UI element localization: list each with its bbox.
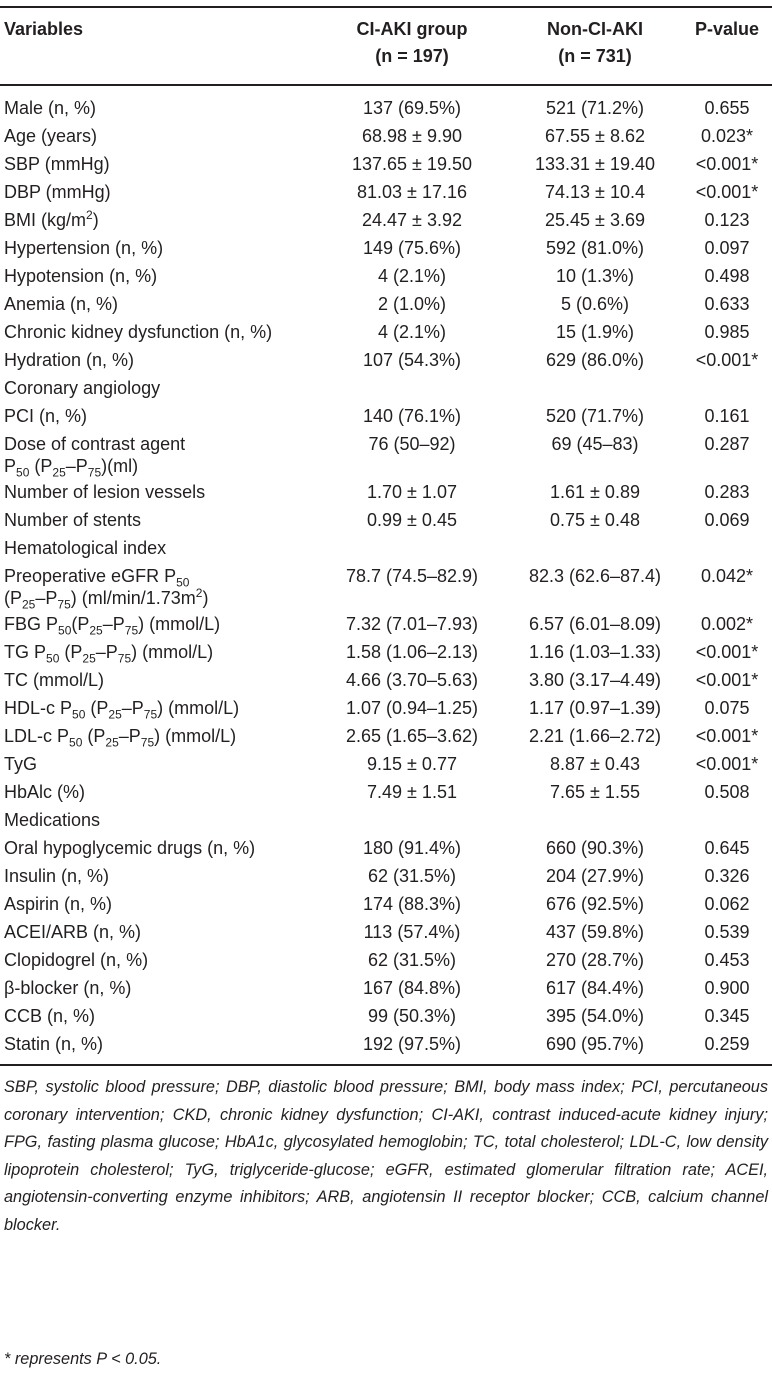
row-p-value: 0.259: [704, 1034, 750, 1054]
row-ci-aki-value: 7.49 ± 1.51: [367, 782, 457, 802]
row-p-value: 0.539: [704, 922, 750, 942]
row-non-ci-aki-value: 617 (84.4%): [545, 978, 645, 998]
row-variable: ACEI/ARB (n, %): [4, 922, 142, 942]
table-row: [0, 974, 772, 1002]
row-non-ci-aki-value: 7.65 ± 1.55: [550, 782, 640, 802]
row-p-value: 0.002*: [700, 614, 754, 634]
table-row: [0, 890, 772, 918]
row-ci-aki-value: 81.03 ± 17.16: [357, 182, 467, 202]
row-ci-aki-value: 7.32 (7.01–7.93): [345, 614, 479, 634]
row-non-ci-aki-value: 8.87 ± 0.43: [550, 754, 640, 774]
row-p-value: 0.161: [704, 406, 750, 426]
row-variable: SBP (mmHg): [4, 154, 110, 174]
row-p-value: 0.498: [704, 266, 750, 286]
table-row: [0, 778, 772, 806]
row-ci-aki-value: 99 (50.3%): [367, 1006, 457, 1026]
table-row: [0, 946, 772, 974]
row-ci-aki-value: 180 (91.4%): [362, 838, 462, 858]
table-row: [0, 610, 772, 638]
row-p-value: 0.042*: [700, 566, 754, 586]
table-row: [0, 750, 772, 778]
row-non-ci-aki-value: 437 (59.8%): [545, 922, 645, 942]
row-ci-aki-value: 24.47 ± 3.92: [362, 210, 462, 230]
row-p-value: <0.001*: [695, 670, 759, 690]
row-non-ci-aki-value: 82.3 (62.6–87.4): [528, 566, 662, 586]
table-row: [0, 506, 772, 534]
row-variable: CCB (n, %): [4, 1006, 96, 1026]
row-variable: Hydration (n, %): [4, 350, 135, 370]
row-ci-aki-value: 2.65 (1.65–3.62): [345, 726, 479, 746]
row-non-ci-aki-value: 0.75 ± 0.48: [550, 510, 640, 530]
row-non-ci-aki-value: 67.55 ± 8.62: [545, 126, 645, 146]
row-ci-aki-value: 62 (31.5%): [367, 866, 457, 886]
row-ci-aki-value: 113 (57.4%): [363, 922, 461, 942]
header-ci-aki-group: CI-AKI group (n = 197): [356, 19, 468, 66]
row-p-value: <0.001*: [695, 154, 759, 174]
row-p-value: 0.023*: [700, 126, 754, 146]
row-p-value: 0.633: [704, 294, 750, 314]
row-non-ci-aki-value: 133.31 ± 19.40: [535, 154, 655, 174]
row-variable: TyG: [4, 754, 38, 774]
row-non-ci-aki-value: 1.17 (0.97–1.39): [528, 698, 662, 718]
row-p-value: 0.900: [704, 978, 750, 998]
row-ci-aki-value: 149 (75.6%): [362, 238, 462, 258]
table-row: [0, 402, 772, 430]
row-ci-aki-value: 62 (31.5%): [367, 950, 457, 970]
row-ci-aki-value: 68.98 ± 9.90: [362, 126, 462, 146]
section-label: Hematological index: [4, 538, 167, 558]
table-row: [0, 638, 772, 666]
table-header: [0, 14, 772, 78]
row-p-value: <0.001*: [695, 642, 759, 662]
row-ci-aki-value: 78.7 (74.5–82.9): [345, 566, 479, 586]
row-non-ci-aki-value: 270 (28.7%): [545, 950, 645, 970]
row-non-ci-aki-value: 204 (27.9%): [545, 866, 645, 886]
row-variable: BMI $(kg/m^2)$: [4, 208, 99, 230]
row-variable: Chronic kidney dysfunction (n, %): [4, 322, 273, 342]
section-label: Medications: [4, 810, 101, 830]
table-row: [0, 94, 772, 122]
row-variable: Insulin (n, %): [4, 866, 110, 886]
row-variable: Age (years): [4, 126, 98, 146]
table-bottom-rule: [0, 1064, 772, 1066]
table-row: [0, 694, 772, 722]
row-non-ci-aki-value: 690 (95.7%): [545, 1034, 645, 1054]
row-variable: TC (mmol/L): [4, 670, 104, 690]
table-row: [0, 722, 772, 750]
row-ci-aki-value: 76 (50–92): [368, 434, 456, 454]
row-variable: Number of lesion vessels: [4, 482, 206, 502]
table-row: [0, 122, 772, 150]
table-row: [0, 1030, 772, 1058]
row-p-value: 0.326: [704, 866, 750, 886]
row-p-value: 0.985: [704, 322, 750, 342]
table-body: [0, 94, 772, 1058]
row-non-ci-aki-value: 629 (86.0%): [545, 350, 645, 370]
section-row-medications: [0, 806, 772, 834]
row-non-ci-aki-value: 592 (81.0%): [545, 238, 645, 258]
row-p-value: 0.345: [704, 1006, 750, 1026]
table-row: [0, 562, 772, 610]
section-row-hematological-index: [0, 534, 772, 562]
table-row: [0, 234, 772, 262]
row-p-value: 0.283: [704, 482, 750, 502]
row-variable: Dose of contrast agent $P_{50}$ $(P_{25}-P_{75})(ml)$: [4, 434, 186, 480]
row-non-ci-aki-value: 660 (90.3%): [545, 838, 645, 858]
row-variable: Aspirin (n, %): [4, 894, 113, 914]
row-p-value: 0.287: [704, 434, 750, 454]
row-ci-aki-value: 1.70 ± 1.07: [367, 482, 457, 502]
row-variable: FBG $P_{50}(P_{25}-P_{75})$ (mmol/L): [4, 614, 221, 638]
table-row: [0, 262, 772, 290]
row-ci-aki-value: 192 (97.5%): [362, 1034, 462, 1054]
table-row: [0, 478, 772, 506]
header-variables: Variables: [4, 19, 84, 39]
row-non-ci-aki-value: 5 (0.6%): [560, 294, 630, 314]
row-ci-aki-value: 140 (76.1%): [362, 406, 462, 426]
row-ci-aki-value: 137 (69.5%): [362, 98, 462, 118]
row-ci-aki-value: 0.99 ± 0.45: [367, 510, 457, 530]
table-row: [0, 834, 772, 862]
header-non-ci-aki: Non-CI-AKI (n = 731): [547, 19, 643, 66]
row-p-value: <0.001*: [695, 350, 759, 370]
row-variable: Statin (n, %): [4, 1034, 104, 1054]
row-p-value: 0.069: [704, 510, 750, 530]
row-non-ci-aki-value: 3.80 (3.17–4.49): [528, 670, 662, 690]
table-row: [0, 318, 772, 346]
table-row: [0, 290, 772, 318]
row-non-ci-aki-value: 6.57 (6.01–8.09): [528, 614, 662, 634]
table-row: [0, 346, 772, 374]
table-header-rule: [0, 84, 772, 86]
row-ci-aki-value: 1.07 (0.94–1.25): [345, 698, 479, 718]
row-p-value: <0.001*: [695, 726, 759, 746]
row-non-ci-aki-value: 15 (1.9%): [555, 322, 635, 342]
row-variable: HDL-c $P_{50}$ $(P_{25}-P_{75})$ (mmol/L): [4, 698, 240, 722]
row-ci-aki-value: 2 (1.0%): [377, 294, 447, 314]
table-top-rule: [0, 6, 772, 8]
table-row: [0, 206, 772, 234]
table-row: [0, 862, 772, 890]
significance-footnote: * represents P < 0.05.: [4, 1350, 162, 1368]
row-non-ci-aki-value: 521 (71.2%): [545, 98, 645, 118]
row-non-ci-aki-value: 69 (45–83): [551, 434, 639, 454]
row-non-ci-aki-value: 1.61 ± 0.89: [550, 482, 640, 502]
row-p-value: 0.097: [704, 238, 750, 258]
row-variable: Male (n, %): [4, 98, 97, 118]
row-variable: Preoperative eGFR $P_{50}$ $(P_{25}-P_{75})$ $(ml/\min/1.73m^2)$: [4, 566, 209, 612]
row-non-ci-aki-value: 1.16 (1.03–1.33): [528, 642, 662, 662]
row-p-value: <0.001*: [695, 754, 759, 774]
row-ci-aki-value: 107 (54.3%): [362, 350, 462, 370]
row-ci-aki-value: 1.58 (1.06–2.13): [345, 642, 479, 662]
row-variable: Clopidogrel (n, %): [4, 950, 149, 970]
row-non-ci-aki-value: 10 (1.3%): [555, 266, 635, 286]
row-variable: Oral hypoglycemic drugs (n, %): [4, 838, 256, 858]
row-p-value: 0.645: [704, 838, 750, 858]
row-variable: LDL-c $P_{50}$ $(P_{25}-P_{75})$ (mmol/L): [4, 726, 237, 750]
row-ci-aki-value: 137.65 ± 19.50: [352, 154, 472, 174]
row-p-value: 0.655: [704, 98, 750, 118]
table-row: [0, 1002, 772, 1030]
row-ci-aki-value: 4.66 (3.70–5.63): [345, 670, 479, 690]
row-p-value: <0.001*: [695, 182, 759, 202]
row-non-ci-aki-value: 25.45 ± 3.69: [545, 210, 645, 230]
row-p-value: 0.123: [704, 210, 750, 230]
row-ci-aki-value: 167 (84.8%): [362, 978, 462, 998]
abbreviations-footnote: SBP, systolic blood pressure; DBP, diastolic blood pressure; BMI, body mass index; PCI, percutaneous coronary intervention; CKD, chronic kidney dysfunction; CI-AKI, contrast induced-acute kidney injury; FPG, fasting plasma glucose; HbA1c, glycosylated hemoglobin; TC, total cholesterol; LDL-C, low density lipoprotein cholesterol; TyG, triglyceride-glucose; eGFR, estimated glomerular filtration rate; ACEI, angiotensin-converting enzyme inhibitors; ARB, angiotensin II receptor blocker; CCB, calcium channel blocker.: [4, 1078, 768, 1234]
row-ci-aki-value: 4 (2.1%): [377, 266, 447, 286]
section-row-coronary-angiology: [0, 374, 772, 402]
row-variable: PCI (n, %): [4, 406, 88, 426]
row-ci-aki-value: 4 (2.1%): [377, 322, 447, 342]
table-row: [0, 918, 772, 946]
row-variable: Hypertension (n, %): [4, 238, 164, 258]
row-non-ci-aki-value: 2.21 (1.66–2.72): [528, 726, 662, 746]
row-non-ci-aki-value: 676 (92.5%): [545, 894, 645, 914]
table-row: [0, 150, 772, 178]
table-row: [0, 178, 772, 206]
row-p-value: 0.075: [704, 698, 750, 718]
row-p-value: 0.453: [704, 950, 750, 970]
row-non-ci-aki-value: 395 (54.0%): [545, 1006, 645, 1026]
row-variable: Anemia (n, %): [4, 294, 119, 314]
row-non-ci-aki-value: 74.13 ± 10.4: [545, 182, 645, 202]
row-non-ci-aki-value: 520 (71.7%): [545, 406, 645, 426]
section-label: Coronary angiology: [4, 378, 161, 398]
row-variable: DBP (mmHg): [4, 182, 111, 202]
table-row: [0, 430, 772, 478]
row-variable: β-blocker (n, %): [4, 978, 132, 998]
table-row: [0, 666, 772, 694]
row-p-value: 0.062: [704, 894, 750, 914]
row-variable: Number of stents: [4, 510, 142, 530]
header-p-value: P-value: [694, 19, 760, 39]
row-ci-aki-value: 174 (88.3%): [362, 894, 462, 914]
row-variable: TG $P_{50}$ $(P_{25}-P_{75})$ (mmol/L): [4, 642, 214, 666]
row-variable: HbAlc (%): [4, 782, 86, 802]
row-p-value: 0.508: [704, 782, 750, 802]
row-ci-aki-value: 9.15 ± 0.77: [367, 754, 457, 774]
row-variable: Hypotension (n, %): [4, 266, 158, 286]
